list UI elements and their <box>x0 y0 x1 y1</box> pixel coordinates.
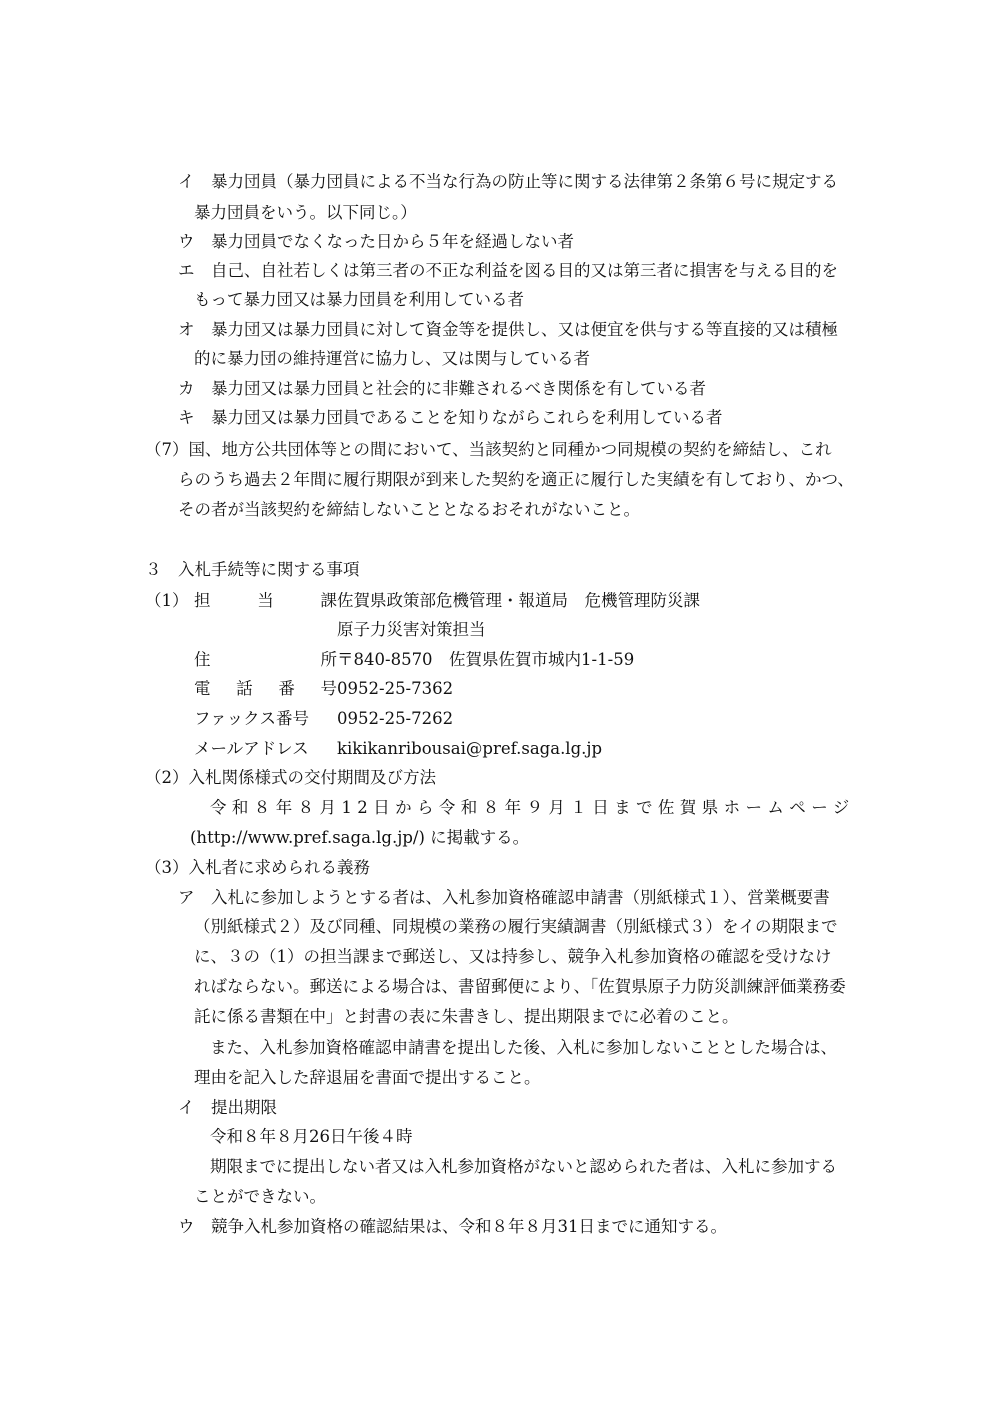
contact-value: 〒840-8570 佐賀県佐賀市城内1-1-59 <box>337 650 635 669</box>
paragraph-line: （別紙様式２）及び同種、同規模の業務の履行実績調書（別紙様式３）をイの期限まで <box>194 917 838 936</box>
contact-row <box>194 620 486 640</box>
paragraph-line: らのうち過去２年間に履行期限が到来した契約を適正に履行した実績を有しており、かつ、 <box>178 470 854 489</box>
paragraph-line: （7）国、地方公共団体等との間において、当該契約と同種かつ同規模の契約を締結し、これ <box>145 440 832 459</box>
paragraph-line: イ 暴力団員（暴力団員による不当な行為の防止等に関する法律第２条第６号に規定する <box>178 172 838 191</box>
contact-label <box>194 620 337 640</box>
paragraph-line: カ 暴力団又は暴力団員と社会的に非難されるべき関係を有している者 <box>178 379 706 398</box>
contact-row <box>194 709 453 729</box>
paragraph-line: もって暴力団又は暴力団員を利用している者 <box>194 290 524 309</box>
paragraph-line: に、３の（1）の担当課まで郵送し、又は持参し、競争入札参加資格の確認を受けなけ <box>194 947 832 966</box>
contact-label: 電 話 番 号 <box>194 679 337 698</box>
contact-value: 0952-25-7362 <box>337 679 454 698</box>
paragraph-line: ことができない。 <box>194 1187 326 1206</box>
contact-row <box>194 679 453 699</box>
contact-row <box>194 739 602 759</box>
contact-label: ファックス番号 <box>194 709 310 728</box>
paragraph-line: キ 暴力団又は暴力団員であることを知りながらこれらを利用している者 <box>178 408 723 427</box>
paragraph-line: 令和８年８月12日から令和８年９月１日まで佐賀県ホームページ <box>210 798 855 817</box>
contact-label: メールアドレス <box>194 739 309 758</box>
paragraph-line: 暴力団員をいう。以下同じ。） <box>194 203 417 222</box>
paragraph-line: 期限までに提出しない者又は入札参加資格がないと認められた者は、入札に参加する <box>210 1157 837 1176</box>
paragraph-line: ウ 競争入札参加資格の確認結果は、令和８年８月31日までに通知する。 <box>178 1217 727 1236</box>
paragraph-line: 託に係る書類在中」と封書の表に朱書きし、提出期限までに必着のこと。 <box>194 1007 739 1026</box>
contact-label: 住 所 <box>194 650 337 669</box>
item-title: （2）入札関係様式の交付期間及び方法 <box>145 768 436 787</box>
contact-row <box>194 650 634 670</box>
paragraph-line: ればならない。郵送による場合は、書留郵便により、「佐賀県原子力防災訓練評価業務委 <box>194 977 846 996</box>
item-title: （3）入札者に求められる義務 <box>145 858 370 877</box>
paragraph-line: ウ 暴力団員でなくなった日から５年を経過しない者 <box>178 232 574 251</box>
contact-row <box>194 591 700 611</box>
paragraph-line: その者が当該契約を締結しないこととなるおそれがないこと。 <box>178 500 640 519</box>
paragraph-line: イ 提出期限 <box>178 1098 277 1117</box>
paragraph-line: エ 自己、自社若しくは第三者の不正な利益を図る目的又は第三者に損害を与える目的を <box>178 261 838 280</box>
paragraph-line: 的に暴力団の維持運営に協力し、又は関与している者 <box>194 349 590 368</box>
paragraph-line: (http://www.pref.saga.lg.jp/) に掲載する。 <box>190 828 530 847</box>
section-heading: ３ 入札手続等に関する事項 <box>145 560 360 579</box>
paragraph-line: 理由を記入した辞退届を書面で提出すること。 <box>194 1068 541 1087</box>
paragraph-line: また、入札参加資格確認申請書を提出した後、入札に参加しないこととした場合は、 <box>210 1038 837 1057</box>
contact-value: 0952-25-7262 <box>337 709 454 728</box>
contact-value: kikikanribousai@pref.saga.lg.jp <box>337 739 603 758</box>
paragraph-line: オ 暴力団又は暴力団員に対して資金等を提供し、又は便宜を供与する等直接的又は積極 <box>178 320 838 339</box>
contact-value: 原子力災害対策担当 <box>337 620 486 639</box>
paragraph-line: 令和８年８月26日午後４時 <box>210 1127 413 1146</box>
contact-label: 担 当 課 <box>194 591 337 610</box>
contact-value: 佐賀県政策部危機管理・報道局 危機管理防災課 <box>337 591 700 610</box>
paragraph-line: ア 入札に参加しようとする者は、入札参加資格確認申請書（別紙様式１）、営業概要書 <box>178 888 830 907</box>
item-number: （1） <box>145 591 189 610</box>
